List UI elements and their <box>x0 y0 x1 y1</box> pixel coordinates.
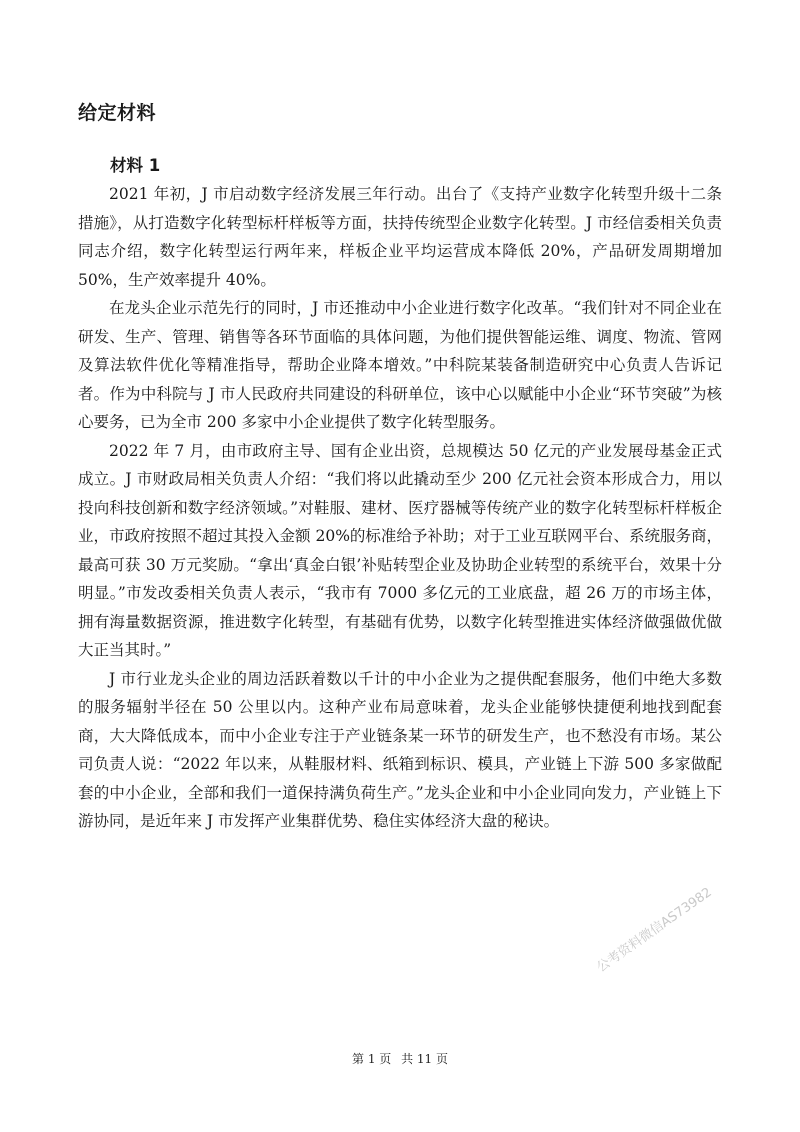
page-number: 第 1 页 <box>352 1052 392 1066</box>
page-total: 共 11 页 <box>401 1052 448 1066</box>
paragraph-4: J 市行业龙头企业的周边活跃着数以千计的中小企业为之提供配套服务，他们中绝大多数的服务辐射半径在 50 公里以内。这种产业布局意味着，龙头企业能够快捷便利地找到配套商，大大降低成本，而中小企业专注于产业链条某一环节的研发生产，也不愁没有市场。某公司负责人说：“2022 年以来，从鞋服材料、纸箱到标识、模具，产业链上下游 500 多家做配套的中小企业，全部和我们一道保持满负荷生产。”龙头企业和中小企业同向发力，产业链上下游协同，是近年来 J 市发挥产业集群优势、稳住实体经济大盘的秘诀。 <box>78 669 722 830</box>
paragraph-2: 在龙头企业示范先行的同时，J 市还推动中小企业进行数字化改革。“我们针对不同企业在研发、生产、管理、销售等各环节面临的具体问题，为他们提供智能运维、调度、物流、管网及算法软件优化等精准指导，帮助企业降本增效。”中科院某装备制造研究中心负责人告诉记者。作为中科院与 J 市人民政府共同建设的科研单位，该中心以赋能中小企业“环节突破”为核心要务，已为全市 200 多家中小企业提供了数字化转型服务。 <box>78 299 722 431</box>
paragraph-3: 2022 年 7 月，由市政府主导、国有企业出资，总规模达 50 亿元的产业发展母基金正式成立。J 市财政局相关负责人介绍：“我们将以此撬动至少 200 亿元社会资本形成合力，用以投向科技创新和数字经济领域。”对鞋服、建材、医疗器械等传统产业的数字化转型标杆样板企业，市政府按照不超过其投入金额 20%的标准给予补助；对于工业互联网平台、系统服务商，最高可获 30 万元奖励。“拿出‘真金白银’补贴转型企业及协助企业转型的系统平台，效果十分明显。”市发改委相关负责人表示，“我市有 7000 多亿元的工业底盘，超 26 万的市场主体，拥有海量数据资源，推进数字化转型，有基础有优势，以数字化转型推进实体经济做强做优做大正当其时。” <box>78 441 722 659</box>
material-title: 材料 1 <box>110 156 161 175</box>
material-body <box>78 180 722 836</box>
paragraph-1: 2021 年初，J 市启动数字经济发展三年行动。出台了《支持产业数字化转型升级十二条措施》，从打造数字化转型标杆样板等方面，扶持传统型企业数字化转型。J 市经信委相关负责同志介绍，数字化转型运行两年来，样板企业平均运营成本降低 20%，产品研发周期增加 50%，生产效率提升 40%。 <box>78 185 722 289</box>
page-footer <box>0 1050 800 1067</box>
section-heading: 给定材料 <box>78 102 157 124</box>
watermark: 公考资料微信AS73982 <box>594 884 715 976</box>
